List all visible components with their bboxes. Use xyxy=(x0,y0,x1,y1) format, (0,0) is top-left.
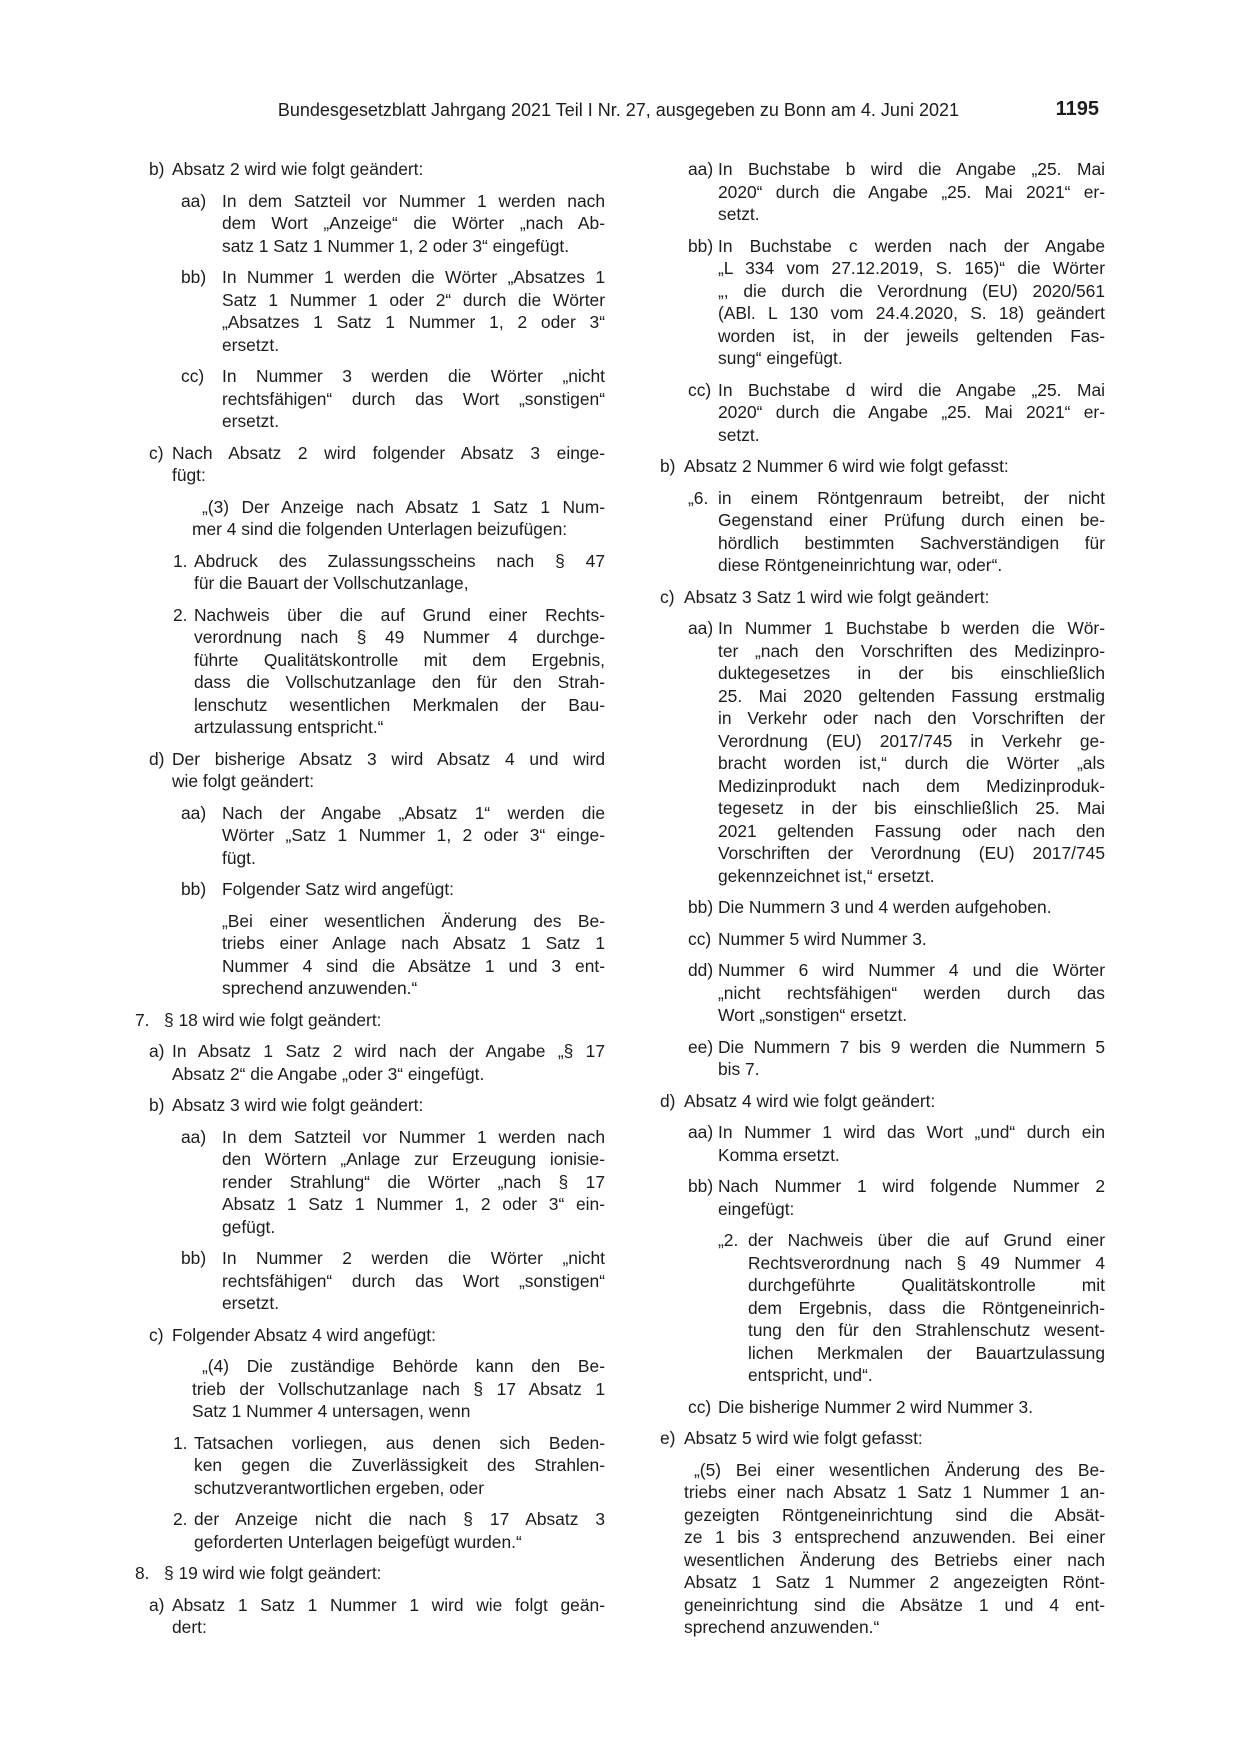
item-label: d) xyxy=(149,748,165,769)
list-item xyxy=(135,878,605,901)
text-line: führte Qualitätskontrolle mit dem Ergebnis, xyxy=(194,649,605,670)
right-column xyxy=(660,158,1105,1648)
item-label: aa) xyxy=(688,1122,714,1142)
text-line: In Buchstabe b wird die Angabe „25. Mai xyxy=(718,159,1105,179)
list-item xyxy=(660,1427,1105,1450)
list-item xyxy=(660,586,1105,609)
text-line: sprechend anzuwenden.“ xyxy=(222,978,418,998)
list-item xyxy=(660,1090,1105,1113)
text-line: Nach der Angabe „Absatz 1“ werden die xyxy=(222,802,605,823)
item-label: bb) xyxy=(181,267,207,287)
list-item xyxy=(135,1247,605,1315)
text-line: „Absatzes 1 Satz 1 Nummer 1, 2 oder 3“ xyxy=(222,312,605,332)
text-line: 2020“ durch die Angabe „25. Mai 2021“ er- xyxy=(718,402,1105,422)
item-label: ee) xyxy=(688,1036,714,1057)
text-line: diese Röntgeneinrichtung war, oder“. xyxy=(718,555,1003,575)
text-line: entspricht, und“. xyxy=(748,1365,873,1385)
text-line: trieb der Vollschutzanlage nach § 17 Absatz 1 xyxy=(192,1378,605,1399)
item-label: cc) xyxy=(688,928,712,949)
text-line: sprechend anzuwenden.“ xyxy=(684,1617,880,1637)
item-label: cc) xyxy=(181,366,205,386)
item-label: d) xyxy=(660,1090,676,1111)
text-line: Rechtsverordnung nach § 49 Nummer 4 xyxy=(748,1252,1105,1273)
list-item xyxy=(135,1508,605,1553)
page-number: 1195 xyxy=(1055,98,1099,120)
list-item xyxy=(135,1126,605,1239)
item-label: cc) xyxy=(688,379,712,400)
text-line: dem Ergebnis, dass die Röntgeneinrich- xyxy=(748,1297,1105,1318)
list-item xyxy=(660,455,1105,478)
text-line: In Nummer 2 werden die Wörter „nicht xyxy=(222,1248,605,1268)
text-line: „(5) Bei einer wesentlichen Änderung des Be- xyxy=(694,1459,1105,1480)
text-line: 2020“ durch die Angabe „25. Mai 2021“ er- xyxy=(718,181,1105,202)
text-line: Absatz 1 Satz 1 Nummer 2 angezeigten Rönt- xyxy=(684,1572,1105,1592)
text-line: Nach Absatz 2 wird folgender Absatz 3 einge- xyxy=(172,442,605,463)
item-label: cc) xyxy=(688,1396,712,1417)
list-item xyxy=(135,1432,605,1500)
list-item xyxy=(660,1175,1105,1220)
item-label: b) xyxy=(660,456,676,476)
text-line: verordnung nach § 49 Nummer 4 durchge- xyxy=(194,627,605,647)
text-line: Medizinprodukt nach dem Medizinproduk- xyxy=(718,775,1105,796)
text-line: dass die Vollschutzanlage den für den Strah- xyxy=(194,672,605,692)
item-label: aa) xyxy=(181,190,207,211)
header-title: Bundesgesetzblatt Jahrgang 2021 Teil I Nr. 27, ausgegeben zu Bonn am 4. Juni 2021 xyxy=(277,100,959,120)
text-line: Absatz 1 Satz 1 Nummer 1 wird wie folgt geän- xyxy=(172,1594,605,1615)
text-line: Satz 1 Nummer 1 oder 2“ durch die Wörter xyxy=(222,289,605,310)
list-item xyxy=(660,1121,1105,1166)
text-line: Die Nummern 7 bis 9 werden die Nummern 5 xyxy=(718,1036,1105,1057)
text-line: In Buchstabe c werden nach der Angabe xyxy=(718,235,1105,256)
text-line: gezeigten Röntgeneinrichtung sind die Absät- xyxy=(684,1504,1105,1525)
list-item xyxy=(660,158,1105,226)
text-line: sung“ eingefügt. xyxy=(718,348,843,368)
list-item xyxy=(135,1324,605,1347)
text-line: Tatsachen vorliegen, aus denen sich Beden- xyxy=(194,1432,605,1453)
text-line: Verordnung (EU) 2017/745 in Verkehr ge- xyxy=(718,730,1105,751)
text-line: ersetzt. xyxy=(222,411,280,431)
text-line: für die Bauart der Vollschutzanlage, xyxy=(194,573,469,593)
item-label: e) xyxy=(660,1428,676,1448)
item-label: a) xyxy=(149,1594,165,1615)
text-line: setzt. xyxy=(718,204,760,224)
text-line: worden ist, in der jeweils geltenden Fas- xyxy=(718,325,1105,346)
text-line: „nicht rechtsfähigen“ werden durch das xyxy=(718,982,1105,1003)
text-line: Nachweis über die auf Grund einer Rechts- xyxy=(194,604,605,625)
text-line: Vorschriften der Verordnung (EU) 2017/745 xyxy=(718,843,1105,863)
list-item xyxy=(135,1009,605,1032)
text-line: Folgender Absatz 4 wird angefügt: xyxy=(172,1324,436,1345)
text-line: In Nummer 1 Buchstabe b werden die Wör- xyxy=(718,618,1105,638)
text-line: Absatz 5 wird wie folgt gefasst: xyxy=(684,1428,923,1448)
text-line: in einem Röntgenraum betreibt, der nicht xyxy=(718,487,1105,508)
list-item xyxy=(660,928,1105,951)
text-line: Gegenstand einer Prüfung durch einen be- xyxy=(718,510,1105,530)
list-item xyxy=(135,1040,605,1085)
item-label: bb) xyxy=(688,1176,714,1196)
text-line: dem Wort „Anzeige“ die Wörter „nach Ab- xyxy=(222,213,605,233)
item-label: aa) xyxy=(181,802,207,823)
text-line: ze 1 bis 3 entsprechend anzuwenden. Bei einer xyxy=(684,1527,1105,1547)
text-line: „(3) Der Anzeige nach Absatz 1 Satz 1 Num- xyxy=(202,496,605,517)
text-line: rechtsfähigen“ durch das Wort „sonstigen“ xyxy=(222,388,605,409)
text-line: Nummer 5 wird Nummer 3. xyxy=(718,928,927,949)
text-line: „, die durch die Verordnung (EU) 2020/561 xyxy=(718,280,1105,301)
text-line: triebs einer nach Absatz 1 Satz 1 Nummer 1 an- xyxy=(684,1482,1105,1502)
list-item xyxy=(135,442,605,487)
list-item xyxy=(660,617,1105,887)
list-item xyxy=(135,266,605,356)
left-column xyxy=(135,158,605,1648)
list-item xyxy=(660,959,1105,1027)
text-line: In Nummer 3 werden die Wörter „nicht xyxy=(222,366,605,386)
item-label: 2. xyxy=(173,1509,188,1529)
item-label: 1. xyxy=(173,550,188,571)
text-line: Absatz 2 Nummer 6 wird wie folgt gefasst: xyxy=(684,456,1009,476)
list-item xyxy=(135,604,605,739)
item-label: bb) xyxy=(181,1248,207,1268)
text-line: (ABl. L 130 vom 24.4.2020, S. 18) geändert xyxy=(718,303,1105,323)
list-item xyxy=(135,748,605,793)
list-item xyxy=(135,365,605,433)
item-label: a) xyxy=(149,1041,165,1061)
list-item xyxy=(660,1396,1105,1419)
text-line: dert: xyxy=(172,1617,207,1637)
text-line: „L 334 vom 27.12.2019, S. 165)“ die Wörter xyxy=(718,258,1105,278)
quoted-paragraph xyxy=(135,1355,605,1423)
text-line: der Anzeige nicht die nach § 17 Absatz 3 xyxy=(194,1509,605,1529)
text-line: „Bei einer wesentlichen Änderung des Be- xyxy=(222,910,605,931)
text-line: Nummer 6 wird Nummer 4 und die Wörter xyxy=(718,960,1105,980)
text-line: Absatz 2“ die Angabe „oder 3“ eingefügt. xyxy=(172,1063,485,1084)
text-line: ersetzt. xyxy=(222,1293,280,1313)
text-line: eingefügt: xyxy=(718,1198,795,1219)
text-line: Absatz 2 wird wie folgt geändert: xyxy=(172,159,424,179)
text-line: Abdruck des Zulassungsscheins nach § 47 xyxy=(194,550,605,571)
text-line: ter „nach den Vorschriften des Medizinpro- xyxy=(718,640,1105,661)
item-label: „6. xyxy=(688,487,709,508)
text-line: setzt. xyxy=(718,424,760,445)
quoted-paragraph xyxy=(135,496,605,541)
item-label: 1. xyxy=(173,1432,188,1453)
text-line: duktegesetzes in der bis einschließlich xyxy=(718,663,1105,683)
item-label: bb) xyxy=(688,235,714,256)
text-line: Absatz 3 Satz 1 wird wie folgt geändert: xyxy=(684,586,990,607)
text-line: gefügt. xyxy=(222,1216,276,1237)
text-line: mer 4 sind die folgenden Unterlagen beizufügen: xyxy=(192,519,568,539)
text-line: ersetzt. xyxy=(222,334,280,355)
text-line: den Wörtern „Anlage zur Erzeugung ionisie- xyxy=(222,1149,605,1169)
list-item xyxy=(660,487,1105,577)
text-line: In Absatz 1 Satz 2 wird nach der Angabe „§ 17 xyxy=(172,1041,605,1061)
text-line: Absatz 4 wird wie folgt geändert: xyxy=(684,1090,936,1111)
quoted-paragraph xyxy=(135,910,605,1000)
item-label: 8. xyxy=(135,1563,150,1583)
text-line: satz 1 Satz 1 Nummer 1, 2 oder 3“ eingefügt. xyxy=(222,235,570,256)
text-line: triebs einer Anlage nach Absatz 1 Satz 1 xyxy=(222,933,605,953)
list-item xyxy=(135,158,605,181)
list-item xyxy=(660,235,1105,370)
text-line: bracht worden ist,“ durch die Wörter „als xyxy=(718,753,1105,773)
text-line: Wörter „Satz 1 Nummer 1, 2 oder 3“ einge- xyxy=(222,825,605,845)
text-line: Folgender Satz wird angefügt: xyxy=(222,879,455,899)
text-line: Komma ersetzt. xyxy=(718,1144,840,1165)
text-line: § 19 wird wie folgt geändert: xyxy=(164,1563,382,1583)
item-label: b) xyxy=(149,159,165,179)
text-line: Die Nummern 3 und 4 werden aufgehoben. xyxy=(718,897,1052,917)
list-item xyxy=(135,190,605,258)
text-line: Absatz 3 wird wie folgt geändert: xyxy=(172,1095,424,1115)
text-line: render Strahlung“ die Wörter „nach § 17 xyxy=(222,1171,605,1192)
item-label: aa) xyxy=(688,159,714,179)
text-line: Die bisherige Nummer 2 wird Nummer 3. xyxy=(718,1396,1034,1417)
text-line: wesentlichen Änderung des Betriebs einer nach xyxy=(684,1549,1105,1570)
list-item xyxy=(660,1036,1105,1081)
text-line: In Nummer 1 werden die Wörter „Absatzes 1 xyxy=(222,267,605,287)
text-line: In dem Satzteil vor Nummer 1 werden nach xyxy=(222,190,605,211)
text-line: Nach Nummer 1 wird folgende Nummer 2 xyxy=(718,1176,1105,1196)
text-line: in Verkehr oder nach den Vorschriften der xyxy=(718,708,1105,728)
list-item xyxy=(135,1094,605,1117)
item-label: 2. xyxy=(173,604,188,625)
text-line: fügt: xyxy=(172,465,206,485)
text-line: In Buchstabe d wird die Angabe „25. Mai xyxy=(718,379,1105,400)
text-line: Wort „sonstigen“ ersetzt. xyxy=(718,1005,908,1025)
text-line: rechtsfähigen“ durch das Wort „sonstigen“ xyxy=(222,1270,605,1291)
text-line: hördlich bestimmten Sachverständigen für xyxy=(718,532,1105,553)
item-label: bb) xyxy=(688,897,714,917)
text-line: In dem Satzteil vor Nummer 1 werden nach xyxy=(222,1126,605,1147)
text-line: der Nachweis über die auf Grund einer xyxy=(748,1230,1105,1250)
list-item xyxy=(135,802,605,870)
item-label: „2. xyxy=(718,1230,739,1250)
text-line: 25. Mai 2020 geltenden Fassung erstmalig xyxy=(718,685,1105,706)
text-line: Nummer 4 sind die Absätze 1 und 3 ent- xyxy=(222,955,605,976)
text-line: fügt. xyxy=(222,847,256,868)
text-line: wie folgt geändert: xyxy=(172,771,315,791)
text-line: § 18 wird wie folgt geändert: xyxy=(164,1009,382,1030)
text-line: Der bisherige Absatz 3 wird Absatz 4 und wird xyxy=(172,748,605,769)
text-line: ken gegen die Zuverlässigkeit des Strahlen- xyxy=(194,1455,605,1475)
item-label: bb) xyxy=(181,879,207,899)
item-label: c) xyxy=(660,586,675,607)
item-label: dd) xyxy=(688,960,714,980)
text-line: bis 7. xyxy=(718,1059,760,1079)
text-line: tung den für den Strahlenschutz wesent- xyxy=(748,1320,1105,1340)
text-line: tegesetz in der bis einschließlich 25. Mai xyxy=(718,798,1105,818)
text-line: lichen Merkmalen der Bauartzulassung xyxy=(748,1342,1105,1363)
item-label: c) xyxy=(149,442,164,463)
text-line: 2021 geltenden Fassung oder nach den xyxy=(718,820,1105,841)
text-line: geneinrichtung sind die Absätze 1 und 4 ent- xyxy=(684,1594,1105,1615)
list-item xyxy=(660,379,1105,447)
item-label: aa) xyxy=(688,618,714,638)
item-label: 7. xyxy=(135,1009,150,1030)
quoted-paragraph xyxy=(660,1459,1105,1639)
item-label: c) xyxy=(149,1324,164,1345)
list-item xyxy=(135,1562,605,1585)
text-line: geforderten Unterlagen beigefügt wurden.“ xyxy=(194,1531,522,1552)
text-line: durchgeführte Qualitätskontrolle mit xyxy=(748,1275,1105,1295)
text-line: gekennzeichnet ist,“ ersetzt. xyxy=(718,865,935,886)
text-line: „(4) Die zuständige Behörde kann den Be- xyxy=(202,1356,605,1376)
text-line: In Nummer 1 wird das Wort „und“ durch ein xyxy=(718,1122,1105,1142)
text-line: Satz 1 Nummer 4 untersagen, wenn xyxy=(192,1401,471,1421)
text-line: lenschutz wesentlichen Merkmalen der Bau- xyxy=(194,694,605,715)
item-label: b) xyxy=(149,1095,165,1115)
list-item xyxy=(660,896,1105,919)
list-item xyxy=(135,550,605,595)
text-line: artzulassung entspricht.“ xyxy=(194,717,384,737)
text-line: schutzverantwortlichen ergeben, oder xyxy=(194,1477,485,1498)
list-item xyxy=(135,1594,605,1639)
list-item xyxy=(660,1229,1105,1387)
text-line: Absatz 1 Satz 1 Nummer 1, 2 oder 3“ ein- xyxy=(222,1194,605,1214)
item-label: aa) xyxy=(181,1126,207,1147)
